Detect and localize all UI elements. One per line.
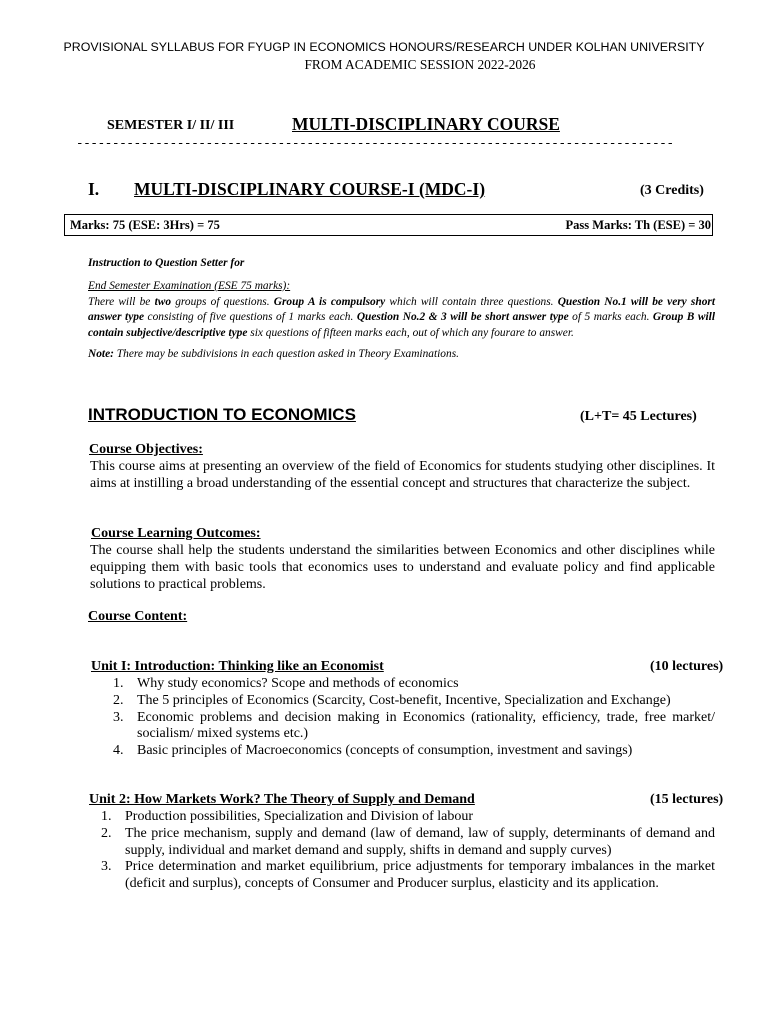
- list-item: [101, 859, 715, 893]
- list-item-text: Economic problems and decision making in Economics (rationality, efficiency, trade, free market/ socialism/ mixed systems etc.): [137, 709, 715, 742]
- objectives-heading: Course Objectives:: [89, 442, 203, 457]
- instructions-heading: Instruction to Question Setter for: [88, 257, 245, 269]
- list-item-text: Price determination and market equilibrium, price adjustments for temporary imbalances in the market (deficit and surplus), concepts of Consumer and Producer surplus, elasticity and its application.: [125, 859, 715, 892]
- list-item: [113, 676, 715, 693]
- list-item-text: Basic principles of Macroeconomics (concepts of consumption, investment and savings): [137, 743, 633, 759]
- pass-marks: Pass Marks: Th (ESE) = 30: [565, 218, 711, 232]
- course-type-title: MULTI-DISCIPLINARY COURSE: [292, 114, 560, 134]
- course-lectures: (L+T= 45 Lectures): [580, 409, 697, 424]
- instr-text-10: Group B will contain subjective/descriptive type: [88, 311, 715, 340]
- list-item-text: The 5 principles of Economics (Scarcity, Cost-benefit, Incentive, Specialization and Exchange): [137, 692, 671, 708]
- marks-box: [64, 214, 713, 236]
- instructions-text: [88, 295, 715, 342]
- marks-total: Marks: 75 (ESE: 3Hrs) = 75: [70, 218, 220, 232]
- instructions-block: [88, 256, 715, 363]
- list-item-text: Why study economics? Scope and methods of economics: [137, 676, 459, 691]
- unit-1-title: Unit I: Introduction: Thinking like an Economist: [91, 659, 384, 674]
- list-item-number: 2.: [113, 692, 124, 708]
- list-item: [113, 743, 715, 760]
- instr-text-3: groups of questions.: [171, 295, 274, 308]
- list-item-number: 1.: [101, 809, 112, 824]
- list-item: [113, 709, 715, 744]
- list-item: [101, 809, 715, 826]
- instr-text-1: There will be: [88, 295, 155, 308]
- outcomes-heading: Course Learning Outcomes:: [91, 526, 261, 541]
- list-item-text: The price mechanism, supply and demand (law of demand, law of supply, determinants of demand and supply, individual and market demand and supply, shifts in demand and supply curves): [125, 825, 715, 858]
- list-item-number: 4.: [113, 743, 124, 759]
- content-heading: Course Content:: [88, 609, 188, 624]
- exam-heading: End Semester Examination (ESE 75 marks):: [88, 279, 291, 292]
- instr-text-5: which will contain three questions.: [385, 295, 558, 308]
- list-item-number: 1.: [113, 676, 124, 691]
- note: [88, 347, 715, 363]
- list-item-number: 2.: [101, 825, 112, 841]
- note-label: Note:: [88, 347, 114, 360]
- list-item: [113, 692, 715, 710]
- objectives-text: This course aims at presenting an overview of the field of Economics for students studying other disciplines. It aims at instilling a broad understanding of the essential concept and structures that characterize the subject.: [90, 459, 715, 491]
- unit-1-lectures: (10 lectures): [650, 659, 724, 674]
- list-item-number: 3.: [113, 709, 124, 725]
- list-item: [101, 825, 715, 860]
- unit-2-list: [101, 809, 715, 893]
- unit-2-title: Unit 2: How Markets Work? The Theory of Supply and Demand: [89, 792, 475, 807]
- section-number: I.: [88, 179, 100, 199]
- list-item-number: 3.: [101, 859, 112, 875]
- course-title: INTRODUCTION TO ECONOMICS: [88, 405, 356, 424]
- unit-1-list: [113, 676, 715, 760]
- divider-line: -----------------------------------------------------------------------------------: [76, 137, 674, 151]
- instr-text-4: Group A is compulsory: [273, 295, 386, 308]
- instr-text-8: Question No.2 & 3 will be short answer type: [356, 311, 569, 324]
- instr-text-2: two: [154, 295, 172, 308]
- document-header-line-1: PROVISIONAL SYLLABUS FOR FYUGP IN ECONOMICS HONOURS/RESEARCH UNDER KOLHAN UNIVERSITY: [63, 40, 705, 54]
- unit-2-lectures: (15 lectures): [650, 792, 724, 807]
- instr-text-6: Question No.1 will be very short answer type: [88, 295, 715, 324]
- section-credits: (3 Credits): [640, 183, 704, 198]
- instr-text-11: six questions of fifteen marks each, out of which any fourare to answer.: [247, 327, 574, 340]
- note-text: There may be subdivisions in each question asked in Theory Examinations.: [113, 347, 459, 360]
- semester-label: SEMESTER I/ II/ III: [107, 118, 235, 133]
- instr-text-7: consisting of five questions of 1 marks each.: [144, 311, 357, 324]
- document-header-line-2: FROM ACADEMIC SESSION 2022-2026: [304, 57, 536, 72]
- outcomes-text: The course shall help the students understand the similarities between Economics and other disciplines while equipping them with basic tools that economics uses to understand and evaluate policy and find applicable solutions to practical problems.: [90, 543, 715, 592]
- list-item-text: Production possibilities, Specialization and Division of labour: [125, 809, 474, 824]
- instr-text-9: of 5 marks each.: [568, 311, 653, 324]
- section-title: MULTI-DISCIPLINARY COURSE-I (MDC-I): [134, 179, 486, 199]
